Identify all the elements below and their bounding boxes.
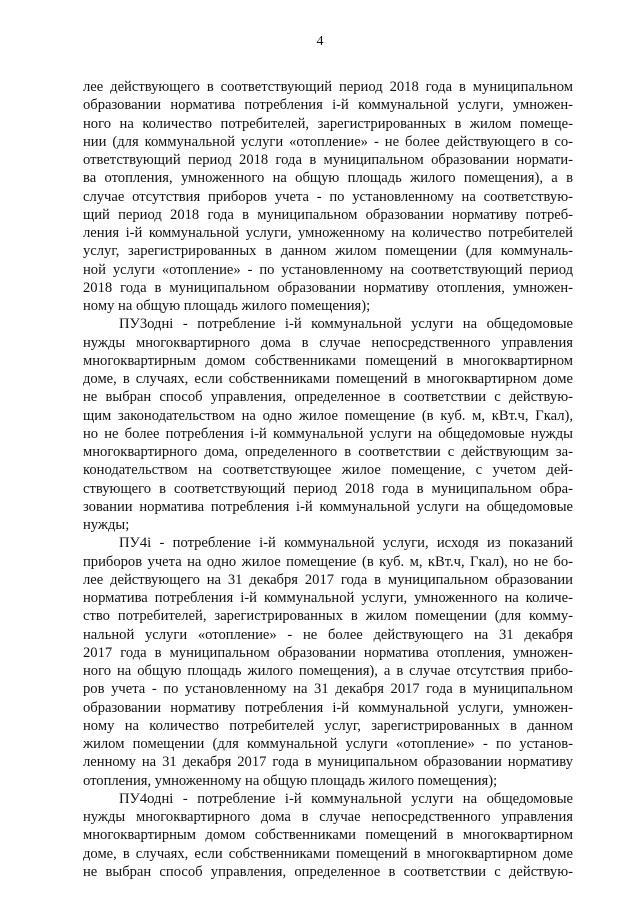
text-line: конодательством на соответствующее жилое помещение, с учетом дей- (83, 462, 573, 479)
text-line: доме, в случаях, если собственниками помещений в многоквартирном доме (83, 371, 573, 387)
text-line: зовании норматива потребления i-й коммунальной услуги на общедомовые (83, 498, 573, 515)
text-line: нужды многоквартирного дома в случае непосредственного управления (83, 334, 573, 351)
text-line: лее действующего в соответствующий период 2018 года в муниципальном (83, 79, 573, 95)
text-line: многоквартирным домом собственниками помещений в многоквартирном (83, 827, 573, 844)
text-line: не выбран способ управления, определенное в соответствии с действую- (83, 863, 573, 880)
text-line: ПУ3одні - потребление і-й коммунальной услуги на общедомовые (119, 316, 573, 333)
text-line: ПУ4одні - потребление i-й коммунальной услуги на общедомовые (119, 790, 573, 807)
text-line: ствующего в соответствующий период 2018 года в муниципальном обра- (83, 480, 573, 497)
text-line: ной услуги «отопление» - по установленному на соответствующий период (83, 261, 573, 278)
text-line: ответствующий период 2018 года в муниципальном образовании нормати- (83, 152, 573, 168)
text-line: жилом помещении (для коммунальной услуги «отопление» - по установ- (83, 736, 573, 752)
text-line: многоквартирного дома, определенного в соответствии с действующим за- (83, 444, 573, 460)
text-line: отопления, умноженному на общую площадь жилого помещения); (83, 772, 498, 789)
document-body (83, 78, 573, 881)
paragraph-continuation (83, 78, 573, 315)
text-line: 2018 года в муниципальном образовании нормативу отопления, умножен- (83, 279, 573, 296)
page-number: 4 (316, 34, 324, 49)
text-line: приборов учета на одно жилое помещение (в куб. м, кВт.ч, Гкал), но не бо- (83, 553, 573, 570)
text-line: норматива потребления i-й коммунальной услуги, умноженного на количе- (83, 590, 573, 606)
text-line: ство потребителей, зарегистрированных в жилом помещении (для комму- (83, 608, 573, 625)
text-line: образовании норматива потребления i-й коммунальной услуги, умножен- (83, 97, 573, 114)
text-line: но не более потребления i-й коммунальной услуги на общедомовые нужды (83, 425, 573, 442)
text-line: 2017 года в муниципальном образовании норматива отопления, умножен- (83, 644, 573, 661)
paragraph-pu4odn (83, 790, 573, 881)
text-line: щий период 2018 года в муниципальном образовании нормативу потреб- (83, 206, 573, 223)
text-line: ного на общую площадь жилого помещения), а в случае отсутствия прибо- (83, 663, 573, 679)
text-line: не выбран способ управления, определенное в соответствии с действую- (83, 389, 573, 406)
text-line: нальной услуги «отопление» - не более действующего на 31 декабря (83, 626, 573, 643)
text-line: ного на количество потребителей, зарегистрированных в жилом помеще- (83, 115, 573, 132)
text-line: ва отопления, умноженного на общую площадь жилого помещения), а в (83, 170, 573, 187)
text-line: нужды; (83, 517, 130, 533)
text-line: нужды многоквартирного дома в случае непосредственного управления (83, 809, 573, 825)
text-line: ления i-й коммунальной услуги, умноженному на количество потребителей (83, 225, 573, 241)
text-line: лее действующего на 31 декабря 2017 года в муниципальном образовании (83, 571, 573, 588)
text-line: образовании нормативу потребления i-й коммунальной услуги, умножен- (83, 699, 573, 716)
text-line: случае отсутствия приборов учета - по установленному на соответствую- (83, 188, 573, 205)
text-line: ному на количество потребителей услуг, зарегистрированных в данном (83, 717, 573, 734)
text-line: щим законодательством на одно жилое помещение (в куб. м, кВт.ч, Гкал), (83, 407, 573, 424)
text-line: услуг, зарегистрированных в данном жилом помещении (для коммуналь- (83, 243, 573, 260)
text-line: ров учета - по установленному на 31 декабря 2017 года в муниципальном (83, 681, 573, 698)
text-line: ПУ4i - потребление i-й коммунальной услуги, исходя из показаний (119, 535, 573, 552)
text-line: ному на общую площадь жилого помещения); (83, 298, 371, 314)
paragraph-pu3odn (83, 315, 573, 534)
text-line: многоквартирным домом собственниками помещений в многоквартирном (83, 352, 573, 369)
text-line: доме, в случаях, если собственниками помещений в многоквартирном доме (83, 845, 573, 862)
paragraph-pu4i (83, 534, 573, 790)
text-line: нии (для коммунальной услуги «отопление» - не более действующего в со- (83, 133, 573, 150)
text-line: ленному на 31 декабря 2017 года в муниципальном образовании нормативу (83, 754, 573, 771)
